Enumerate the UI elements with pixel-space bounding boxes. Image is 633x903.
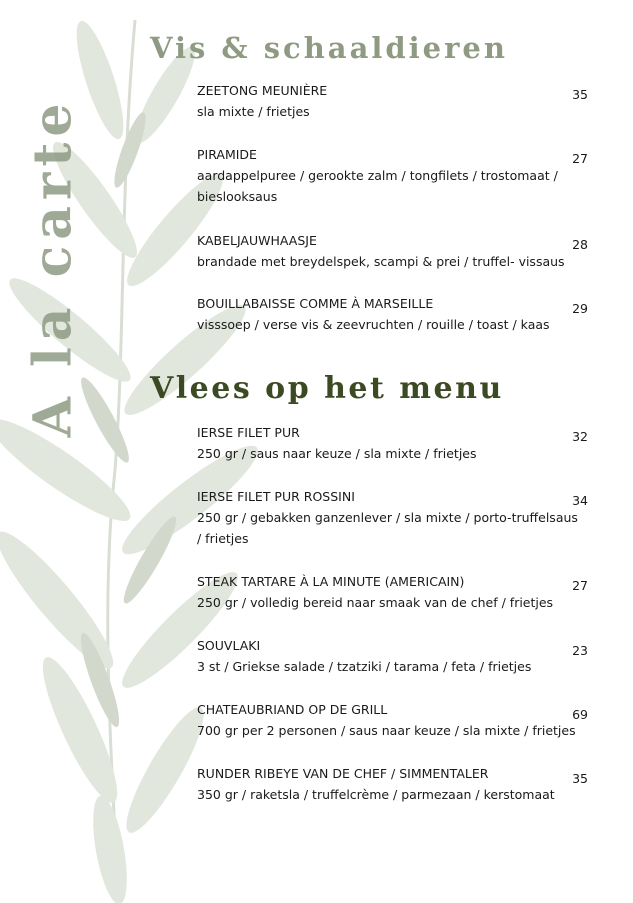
dish-description: 250 gr / gebakken ganzenlever / sla mixte / porto-truffelsaus / frietjes: [197, 510, 578, 546]
section-title-vis: Vis & schaaldieren: [150, 31, 508, 65]
menu-item: [197, 144, 592, 207]
dish-price: 23: [572, 643, 588, 658]
menu-item: [197, 699, 592, 741]
dish-description: 700 gr per 2 personen / saus naar keuze / sla mixte / frietjes: [197, 723, 576, 738]
vertical-title-text: A la carte: [22, 97, 84, 437]
dish-price: 35: [572, 771, 588, 786]
section-title-vlees: Vlees op het menu: [150, 371, 504, 406]
dish-name: SOUVLAKI: [197, 638, 261, 653]
dish-description: aardappelpuree / gerookte zalm / tongfilets / trostomaat / bieslooksaus: [197, 168, 558, 204]
dish-description: sla mixte / frietjes: [197, 104, 310, 119]
dish-name: BOUILLABAISSE COMME À MARSEILLE: [197, 296, 434, 311]
menu-item: [197, 763, 592, 805]
dish-name: STEAK TARTARE À LA MINUTE (AMERICAIN): [197, 574, 465, 589]
menu-item: [197, 293, 592, 335]
dish-price: 34: [572, 493, 588, 508]
menu-item: [197, 635, 592, 677]
menu-item: [197, 230, 592, 272]
dish-name: IERSE FILET PUR: [197, 425, 300, 440]
menu-item: [197, 486, 592, 549]
dish-name: ZEETONG MEUNIÈRE: [197, 83, 328, 98]
vertical-title: [20, 62, 86, 472]
dish-description: 3 st / Griekse salade / tzatziki / tarama / feta / frietjes: [197, 659, 532, 674]
dish-description: 350 gr / raketsla / truffelcrème / parmezaan / kerstomaat: [197, 787, 555, 802]
dish-price: 69: [572, 707, 588, 722]
menu-item: [197, 571, 592, 613]
dish-name: CHATEAUBRIAND OP DE GRILL: [197, 702, 388, 717]
dish-description: 250 gr / volledig bereid naar smaak van de chef / frietjes: [197, 595, 554, 610]
dish-price: 32: [572, 429, 588, 444]
dish-name: RUNDER RIBEYE VAN DE CHEF / SIMMENTALER: [197, 766, 489, 781]
dish-name: IERSE FILET PUR ROSSINI: [197, 489, 355, 504]
dish-description: brandade met breydelspek, scampi & prei / truffel- vissaus: [197, 254, 565, 269]
dish-description: 250 gr / saus naar keuze / sla mixte / frietjes: [197, 446, 477, 461]
dish-price: 35: [572, 87, 588, 102]
menu-item: [197, 80, 592, 122]
dish-description: visssoep / verse vis & zeevruchten / rouille / toast / kaas: [197, 317, 550, 332]
dish-price: 27: [572, 151, 588, 166]
dish-price: 28: [572, 237, 588, 252]
dish-price: 27: [572, 578, 588, 593]
dish-name: KABELJAUWHAASJE: [197, 233, 317, 248]
dish-name: PIRAMIDE: [197, 147, 257, 162]
menu-item: [197, 422, 592, 464]
dish-price: 29: [572, 301, 588, 316]
